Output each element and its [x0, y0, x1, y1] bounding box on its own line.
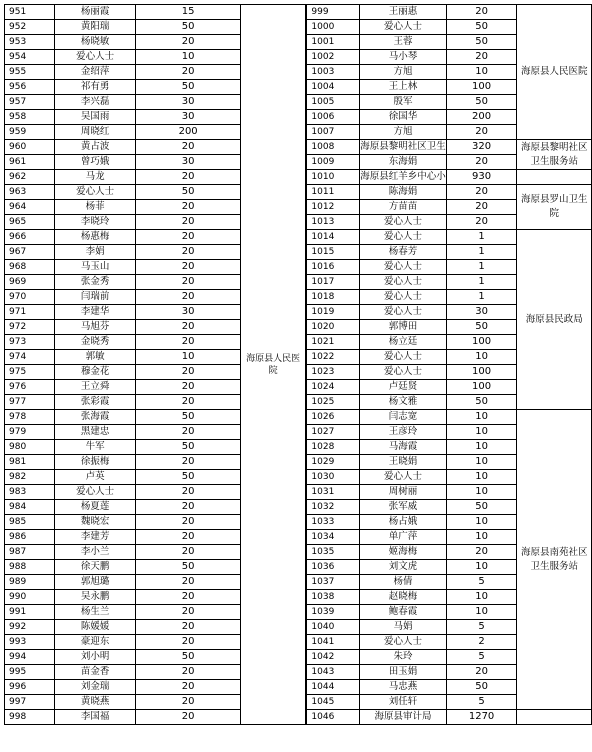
right-serial-cell: 1033	[307, 515, 360, 530]
right-serial-cell: 1034	[307, 530, 360, 545]
left-serial-cell: 986	[5, 530, 55, 545]
left-serial-cell: 981	[5, 455, 55, 470]
right-amount-cell: 10	[446, 410, 517, 425]
left-amount-cell: 20	[136, 170, 240, 185]
left-amount-cell: 20	[136, 365, 240, 380]
table-row	[5, 5, 592, 20]
right-donor-name-cell: 爱心人士	[360, 275, 447, 290]
left-donor-name-cell: 曾巧娥	[54, 155, 136, 170]
right-serial-cell: 1013	[307, 215, 360, 230]
right-donor-name-cell: 杨文雅	[360, 395, 447, 410]
right-serial-cell: 1039	[307, 605, 360, 620]
left-donor-name-cell: 徐天鹏	[54, 560, 136, 575]
left-amount-cell: 200	[136, 125, 240, 140]
left-serial-cell: 994	[5, 650, 55, 665]
right-donor-name-cell: 王蓉	[360, 35, 447, 50]
right-serial-cell: 1019	[307, 305, 360, 320]
left-amount-cell: 20	[136, 65, 240, 80]
left-org-cell: 海原县人民医院	[240, 5, 306, 725]
left-amount-cell: 30	[136, 155, 240, 170]
left-serial-cell: 956	[5, 80, 55, 95]
left-donor-name-cell: 张金秀	[54, 275, 136, 290]
left-amount-cell: 20	[136, 260, 240, 275]
right-donor-name-cell: 姬海梅	[360, 545, 447, 560]
right-donor-name-cell: 爱心人士	[360, 350, 447, 365]
left-amount-cell: 20	[136, 605, 240, 620]
right-donor-name-cell: 杨春芳	[360, 245, 447, 260]
left-serial-cell: 979	[5, 425, 55, 440]
right-amount-cell: 50	[446, 95, 517, 110]
left-serial-cell: 975	[5, 365, 55, 380]
right-donor-name-cell: 马娟	[360, 620, 447, 635]
right-donor-name-cell: 爱心人士	[360, 635, 447, 650]
right-amount-cell: 30	[446, 305, 517, 320]
right-amount-cell: 10	[446, 515, 517, 530]
left-donor-name-cell: 黄晓燕	[54, 695, 136, 710]
right-serial-cell: 1022	[307, 350, 360, 365]
left-serial-cell: 961	[5, 155, 55, 170]
right-serial-cell: 1037	[307, 575, 360, 590]
left-serial-cell: 968	[5, 260, 55, 275]
left-donor-name-cell: 马旭芬	[54, 320, 136, 335]
left-amount-cell: 20	[136, 590, 240, 605]
right-amount-cell: 10	[446, 65, 517, 80]
right-org-cell: 海原县人民医院	[517, 5, 592, 140]
right-serial-cell: 1032	[307, 500, 360, 515]
right-donor-name-cell: 爱心人士	[360, 20, 447, 35]
right-org-cell	[517, 170, 592, 185]
left-donor-name-cell: 张海霞	[54, 410, 136, 425]
left-serial-cell: 965	[5, 215, 55, 230]
left-amount-cell: 50	[136, 80, 240, 95]
left-serial-cell: 962	[5, 170, 55, 185]
left-serial-cell: 958	[5, 110, 55, 125]
left-donor-name-cell: 爱心人士	[54, 50, 136, 65]
left-amount-cell: 50	[136, 185, 240, 200]
right-amount-cell: 50	[446, 500, 517, 515]
right-amount-cell: 1270	[446, 710, 517, 725]
right-donor-name-cell: 爱心人士	[360, 305, 447, 320]
left-donor-name-cell: 刘小明	[54, 650, 136, 665]
right-amount-cell: 50	[446, 320, 517, 335]
right-serial-cell: 1015	[307, 245, 360, 260]
right-serial-cell: 1030	[307, 470, 360, 485]
right-serial-cell: 1008	[307, 140, 360, 155]
donation-sheet	[4, 4, 592, 725]
left-amount-cell: 20	[136, 545, 240, 560]
right-amount-cell: 200	[446, 110, 517, 125]
right-serial-cell: 1001	[307, 35, 360, 50]
left-amount-cell: 50	[136, 470, 240, 485]
right-donor-name-cell: 海原县红羊乡中心小	[360, 170, 447, 185]
right-donor-name-cell: 方旭	[360, 65, 447, 80]
right-amount-cell: 5	[446, 650, 517, 665]
left-donor-name-cell: 李晓玲	[54, 215, 136, 230]
right-donor-name-cell: 爱心人士	[360, 470, 447, 485]
right-donor-name-cell: 徐国华	[360, 110, 447, 125]
left-amount-cell: 20	[136, 290, 240, 305]
left-amount-cell: 20	[136, 215, 240, 230]
right-serial-cell: 1040	[307, 620, 360, 635]
right-donor-name-cell: 马忠燕	[360, 680, 447, 695]
left-amount-cell: 20	[136, 455, 240, 470]
right-amount-cell: 50	[446, 395, 517, 410]
left-serial-cell: 976	[5, 380, 55, 395]
right-donor-name-cell: 王彦玲	[360, 425, 447, 440]
left-amount-cell: 20	[136, 695, 240, 710]
right-serial-cell: 1025	[307, 395, 360, 410]
left-amount-cell: 20	[136, 530, 240, 545]
right-serial-cell: 1043	[307, 665, 360, 680]
left-amount-cell: 50	[136, 440, 240, 455]
right-serial-cell: 999	[307, 5, 360, 20]
left-serial-cell: 996	[5, 680, 55, 695]
right-amount-cell: 20	[446, 50, 517, 65]
right-amount-cell: 20	[446, 665, 517, 680]
right-amount-cell: 5	[446, 575, 517, 590]
right-org-cell: 海原县南苑社区卫生服务站	[517, 410, 592, 710]
right-amount-cell: 100	[446, 335, 517, 350]
right-amount-cell: 1	[446, 290, 517, 305]
left-amount-cell: 10	[136, 350, 240, 365]
right-donor-name-cell: 爱心人士	[360, 365, 447, 380]
right-serial-cell: 1042	[307, 650, 360, 665]
left-donor-name-cell: 郭敏	[54, 350, 136, 365]
left-amount-cell: 20	[136, 35, 240, 50]
left-amount-cell: 20	[136, 425, 240, 440]
right-serial-cell: 1011	[307, 185, 360, 200]
left-donor-name-cell: 马玉山	[54, 260, 136, 275]
left-serial-cell: 973	[5, 335, 55, 350]
left-serial-cell: 993	[5, 635, 55, 650]
left-amount-cell: 20	[136, 140, 240, 155]
right-serial-cell: 1041	[307, 635, 360, 650]
right-donor-name-cell: 卢廷贤	[360, 380, 447, 395]
right-serial-cell: 1006	[307, 110, 360, 125]
right-serial-cell: 1012	[307, 200, 360, 215]
left-donor-name-cell: 徐振梅	[54, 455, 136, 470]
right-donor-name-cell: 闫志宽	[360, 410, 447, 425]
right-serial-cell: 1014	[307, 230, 360, 245]
right-amount-cell: 320	[446, 140, 517, 155]
right-amount-cell: 10	[446, 560, 517, 575]
left-serial-cell: 951	[5, 5, 55, 20]
right-amount-cell: 10	[446, 530, 517, 545]
right-serial-cell: 1023	[307, 365, 360, 380]
right-donor-name-cell: 鲍春霞	[360, 605, 447, 620]
left-donor-name-cell: 李小兰	[54, 545, 136, 560]
right-serial-cell: 1002	[307, 50, 360, 65]
right-org-cell: 海原县罗山卫生院	[517, 185, 592, 230]
left-donor-name-cell: 杨夏莲	[54, 500, 136, 515]
right-amount-cell: 1	[446, 230, 517, 245]
left-serial-cell: 971	[5, 305, 55, 320]
right-amount-cell: 20	[446, 215, 517, 230]
right-serial-cell: 1005	[307, 95, 360, 110]
left-donor-name-cell: 牛军	[54, 440, 136, 455]
left-serial-cell: 964	[5, 200, 55, 215]
left-serial-cell: 992	[5, 620, 55, 635]
right-amount-cell: 10	[446, 605, 517, 620]
left-serial-cell: 982	[5, 470, 55, 485]
left-serial-cell: 985	[5, 515, 55, 530]
right-amount-cell: 10	[446, 470, 517, 485]
left-serial-cell: 954	[5, 50, 55, 65]
right-serial-cell: 1020	[307, 320, 360, 335]
right-donor-name-cell: 海原县黎明社区卫生	[360, 140, 447, 155]
left-donor-name-cell: 卢英	[54, 470, 136, 485]
right-amount-cell: 10	[446, 485, 517, 500]
right-donor-name-cell: 郭博田	[360, 320, 447, 335]
right-serial-cell: 1021	[307, 335, 360, 350]
right-donor-name-cell: 马海霞	[360, 440, 447, 455]
right-donor-name-cell: 刘文虎	[360, 560, 447, 575]
left-donor-name-cell: 李兴磊	[54, 95, 136, 110]
right-donor-name-cell: 殷军	[360, 95, 447, 110]
left-amount-cell: 50	[136, 560, 240, 575]
left-donor-name-cell: 陈媛媛	[54, 620, 136, 635]
right-donor-name-cell: 周树丽	[360, 485, 447, 500]
right-donor-name-cell: 王上林	[360, 80, 447, 95]
right-donor-name-cell: 爱心人士	[360, 230, 447, 245]
right-serial-cell: 1024	[307, 380, 360, 395]
left-serial-cell: 984	[5, 500, 55, 515]
left-amount-cell: 30	[136, 110, 240, 125]
left-serial-cell: 966	[5, 230, 55, 245]
left-donor-name-cell: 张彩霞	[54, 395, 136, 410]
right-serial-cell: 1045	[307, 695, 360, 710]
right-donor-name-cell: 爱心人士	[360, 260, 447, 275]
left-donor-name-cell: 吴永鹏	[54, 590, 136, 605]
right-serial-cell: 1044	[307, 680, 360, 695]
right-amount-cell: 10	[446, 590, 517, 605]
left-amount-cell: 20	[136, 485, 240, 500]
left-donor-name-cell: 爱心人士	[54, 185, 136, 200]
left-amount-cell: 15	[136, 5, 240, 20]
right-serial-cell: 1031	[307, 485, 360, 500]
left-amount-cell: 20	[136, 245, 240, 260]
right-amount-cell: 5	[446, 620, 517, 635]
left-serial-cell: 995	[5, 665, 55, 680]
left-serial-cell: 970	[5, 290, 55, 305]
right-amount-cell: 50	[446, 20, 517, 35]
left-donor-name-cell: 杨惠梅	[54, 230, 136, 245]
left-amount-cell: 20	[136, 275, 240, 290]
right-amount-cell: 5	[446, 695, 517, 710]
right-serial-cell: 1000	[307, 20, 360, 35]
right-org-cell: 海原县黎明社区卫生服务站	[517, 140, 592, 170]
left-serial-cell: 955	[5, 65, 55, 80]
left-donor-name-cell: 杨丽霞	[54, 5, 136, 20]
left-donor-name-cell: 黄阳瑞	[54, 20, 136, 35]
left-donor-name-cell: 周晓红	[54, 125, 136, 140]
right-amount-cell: 100	[446, 80, 517, 95]
right-serial-cell: 1003	[307, 65, 360, 80]
left-amount-cell: 10	[136, 50, 240, 65]
right-donor-name-cell: 爱心人士	[360, 290, 447, 305]
left-amount-cell: 50	[136, 650, 240, 665]
left-donor-name-cell: 金绍萍	[54, 65, 136, 80]
left-amount-cell: 20	[136, 665, 240, 680]
left-amount-cell: 20	[136, 230, 240, 245]
right-amount-cell: 1	[446, 245, 517, 260]
left-serial-cell: 983	[5, 485, 55, 500]
right-donor-name-cell: 单广萍	[360, 530, 447, 545]
left-donor-name-cell: 杨晓敏	[54, 35, 136, 50]
right-serial-cell: 1026	[307, 410, 360, 425]
right-donor-name-cell: 王晓娟	[360, 455, 447, 470]
right-org-cell: 海原县民政局	[517, 230, 592, 410]
donation-table	[4, 4, 592, 725]
left-amount-cell: 20	[136, 620, 240, 635]
left-donor-name-cell: 郭旭璐	[54, 575, 136, 590]
right-serial-cell: 1035	[307, 545, 360, 560]
right-serial-cell: 1010	[307, 170, 360, 185]
left-donor-name-cell: 杨菲	[54, 200, 136, 215]
right-donor-name-cell: 海原县审计局	[360, 710, 447, 725]
left-donor-name-cell: 豪迎东	[54, 635, 136, 650]
left-serial-cell: 997	[5, 695, 55, 710]
right-serial-cell: 1036	[307, 560, 360, 575]
left-serial-cell: 987	[5, 545, 55, 560]
right-donor-name-cell: 陈海娟	[360, 185, 447, 200]
right-donor-name-cell: 杨立廷	[360, 335, 447, 350]
left-amount-cell: 20	[136, 710, 240, 725]
right-amount-cell: 1	[446, 275, 517, 290]
right-serial-cell: 1046	[307, 710, 360, 725]
left-serial-cell: 988	[5, 560, 55, 575]
left-amount-cell: 20	[136, 395, 240, 410]
left-serial-cell: 952	[5, 20, 55, 35]
left-serial-cell: 957	[5, 95, 55, 110]
right-donor-name-cell: 田玉娟	[360, 665, 447, 680]
right-donor-name-cell: 张军威	[360, 500, 447, 515]
right-serial-cell: 1004	[307, 80, 360, 95]
left-amount-cell: 50	[136, 410, 240, 425]
right-amount-cell: 100	[446, 380, 517, 395]
right-amount-cell: 10	[446, 350, 517, 365]
left-serial-cell: 998	[5, 710, 55, 725]
left-donor-name-cell: 李建华	[54, 305, 136, 320]
right-donor-name-cell: 方旭	[360, 125, 447, 140]
right-amount-cell: 1	[446, 260, 517, 275]
right-serial-cell: 1029	[307, 455, 360, 470]
left-serial-cell: 989	[5, 575, 55, 590]
right-serial-cell: 1038	[307, 590, 360, 605]
left-donor-name-cell: 魏晓宏	[54, 515, 136, 530]
right-serial-cell: 1018	[307, 290, 360, 305]
right-amount-cell: 100	[446, 365, 517, 380]
right-donor-name-cell: 刘任轩	[360, 695, 447, 710]
right-serial-cell: 1027	[307, 425, 360, 440]
right-amount-cell: 10	[446, 440, 517, 455]
left-donor-name-cell: 爱心人士	[54, 485, 136, 500]
left-donor-name-cell: 王立舜	[54, 380, 136, 395]
left-donor-name-cell: 黄占波	[54, 140, 136, 155]
right-serial-cell: 1016	[307, 260, 360, 275]
left-serial-cell: 953	[5, 35, 55, 50]
left-serial-cell: 978	[5, 410, 55, 425]
right-amount-cell: 10	[446, 425, 517, 440]
left-amount-cell: 20	[136, 515, 240, 530]
right-donor-name-cell: 爱心人士	[360, 215, 447, 230]
left-serial-cell: 959	[5, 125, 55, 140]
right-amount-cell: 20	[446, 185, 517, 200]
left-donor-name-cell: 李娟	[54, 245, 136, 260]
left-donor-name-cell: 黑建忠	[54, 425, 136, 440]
left-amount-cell: 20	[136, 380, 240, 395]
left-amount-cell: 20	[136, 200, 240, 215]
right-amount-cell: 20	[446, 545, 517, 560]
left-amount-cell: 30	[136, 95, 240, 110]
right-donor-name-cell: 方苗苗	[360, 200, 447, 215]
left-amount-cell: 20	[136, 335, 240, 350]
right-serial-cell: 1028	[307, 440, 360, 455]
right-amount-cell: 50	[446, 35, 517, 50]
left-donor-name-cell: 杨生兰	[54, 605, 136, 620]
right-donor-name-cell: 赵晓梅	[360, 590, 447, 605]
left-serial-cell: 967	[5, 245, 55, 260]
left-donor-name-cell: 穆金花	[54, 365, 136, 380]
left-amount-cell: 50	[136, 20, 240, 35]
right-amount-cell: 10	[446, 455, 517, 470]
right-donor-name-cell: 王丽惠	[360, 5, 447, 20]
left-amount-cell: 20	[136, 500, 240, 515]
right-amount-cell: 20	[446, 200, 517, 215]
left-donor-name-cell: 闫瑞前	[54, 290, 136, 305]
left-amount-cell: 20	[136, 635, 240, 650]
right-serial-cell: 1009	[307, 155, 360, 170]
right-amount-cell: 20	[446, 5, 517, 20]
right-amount-cell: 20	[446, 155, 517, 170]
left-amount-cell: 30	[136, 305, 240, 320]
left-donor-name-cell: 刘金瑞	[54, 680, 136, 695]
left-donor-name-cell: 李建芳	[54, 530, 136, 545]
left-donor-name-cell: 祁有勇	[54, 80, 136, 95]
right-amount-cell: 930	[446, 170, 517, 185]
left-donor-name-cell: 李国福	[54, 710, 136, 725]
left-donor-name-cell: 苗金香	[54, 665, 136, 680]
left-serial-cell: 990	[5, 590, 55, 605]
left-serial-cell: 980	[5, 440, 55, 455]
right-donor-name-cell: 马小琴	[360, 50, 447, 65]
right-serial-cell: 1017	[307, 275, 360, 290]
right-amount-cell: 2	[446, 635, 517, 650]
left-serial-cell: 969	[5, 275, 55, 290]
left-amount-cell: 20	[136, 575, 240, 590]
right-donor-name-cell: 东海娟	[360, 155, 447, 170]
right-amount-cell: 20	[446, 125, 517, 140]
right-donor-name-cell: 朱玲	[360, 650, 447, 665]
left-serial-cell: 972	[5, 320, 55, 335]
left-amount-cell: 20	[136, 320, 240, 335]
left-donor-name-cell: 金晓秀	[54, 335, 136, 350]
left-serial-cell: 974	[5, 350, 55, 365]
right-serial-cell: 1007	[307, 125, 360, 140]
left-serial-cell: 963	[5, 185, 55, 200]
right-org-cell	[517, 710, 592, 725]
right-amount-cell: 50	[446, 680, 517, 695]
left-serial-cell: 991	[5, 605, 55, 620]
left-donor-name-cell: 吴国雨	[54, 110, 136, 125]
left-donor-name-cell: 马龙	[54, 170, 136, 185]
right-donor-name-cell: 杨占娥	[360, 515, 447, 530]
left-serial-cell: 977	[5, 395, 55, 410]
left-serial-cell: 960	[5, 140, 55, 155]
left-amount-cell: 20	[136, 680, 240, 695]
right-donor-name-cell: 杨倩	[360, 575, 447, 590]
